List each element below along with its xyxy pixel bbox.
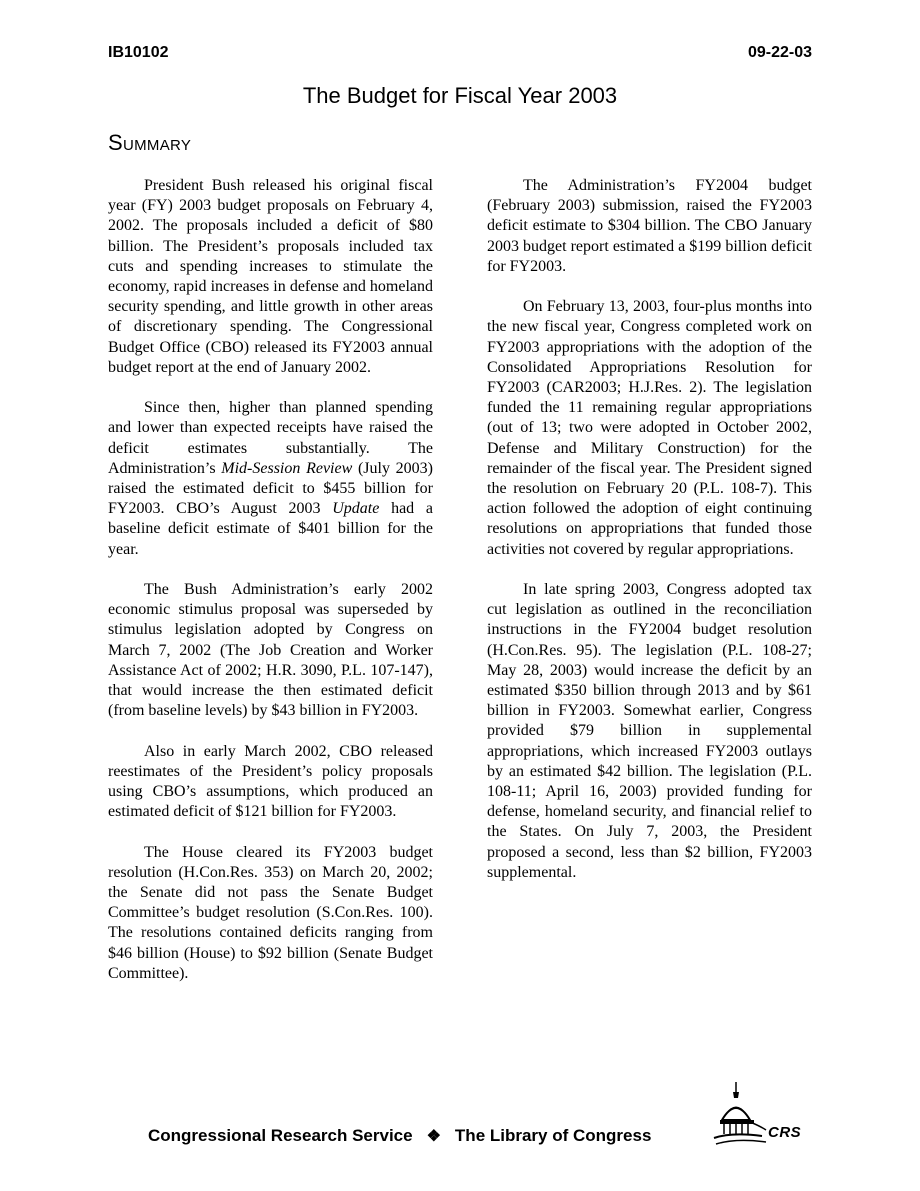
left-column (108, 176, 433, 1004)
right-column (487, 176, 812, 903)
paragraph-text: President Bush released his original fiscal year (FY) 2003 budget proposals on February 4, 2002. The proposals included a deficit of $80 billion. The President’s proposals included tax cuts and spending increases to stimulate the economy, rapid increases in defense and homeland security spending, and little growth in other areas of discretionary spending. The Congressional Budget Office (CBO) released its FY2003 annual budget report at the end of January 2002. (108, 177, 433, 376)
paragraph (487, 297, 812, 560)
paragraph (108, 398, 433, 560)
footer (148, 1126, 651, 1146)
paragraph (487, 580, 812, 883)
paragraph (108, 843, 433, 984)
footer-publisher: Congressional Research Service (148, 1126, 413, 1145)
paragraph-text: (July 2003) raised the estimated deficit to $455 billion for FY2003. CBO’s August 2003 (108, 459, 433, 518)
paragraph-text: On February 13, 2003, four-plus months into the new fiscal year, Congress completed work on FY2003 appropriations with the adoption of the Consolidated Appropriations Resolution for FY2003 (CAR2003; H.J.Res. 2). The legislation funded the 11 remaining regular appropriations (out of 13; two were adopted in October 2002, Defense and Military Construction) for the remainder of the fiscal year. The President signed the resolution on February 20 (P.L. 108-7). This action followed the adoption of eight continuing resolutions on appropriations that funded those activities not covered by regular appropriations. (487, 298, 812, 558)
paragraph (108, 580, 433, 721)
crs-logo-text: CRS (768, 1124, 802, 1141)
page-title: The Budget for Fiscal Year 2003 (302, 83, 618, 108)
paragraph (108, 176, 433, 378)
section-heading: Summary (108, 130, 192, 155)
paragraph (108, 742, 433, 823)
document-id: IB10102 (108, 44, 169, 61)
italic-title: Update (332, 500, 380, 518)
paragraph-text: In late spring 2003, Congress adopted tax cut legislation as outlined in the reconciliation instructions in the FY2004 budget resolution (H.Con.Res. 95). The legislation (P.L. 108-27; May 28, 2003) would increase the deficit by an estimated $350 billion through 2013 and by $61 billion in FY2003. Somewhat earlier, Congress provided $79 billion in supplemental appropriations, which increased FY2003 outlays by an estimated $42 billion. The legislation (P.L. 108-11; April 16, 2003) provided funding for defense, homeland security, and financial relief to the States. On July 7, 2003, the President proposed a second, less than $2 billion, FY2003 supplemental. (487, 581, 812, 881)
paragraph-text: had a baseline deficit estimate of $401 billion for the year. (108, 500, 433, 558)
footer-library: The Library of Congress (454, 1126, 652, 1145)
paragraph (487, 176, 812, 277)
paragraph-text: Also in early March 2002, CBO released reestimates of the President’s policy proposals using CBO’s assumptions, which produced an estimated deficit of $121 billion for FY2003. (108, 742, 433, 821)
italic-title: Mid-Session Review (221, 459, 353, 477)
paragraph-text: The House cleared its FY2003 budget resolution (H.Con.Res. 353) on March 20, 2002; the Senate did not pass the Senate Budget Committee’s budget resolution (S.Con.Res. 100). The resolutions contained deficits ranging from $46 billion (House) to $92 billion (Senate Budget Committee). (108, 843, 433, 982)
paragraph-text: The Bush Administration’s early 2002 economic stimulus proposal was superseded by stimulus legislation adopted by Congress on March 7, 2002 (The Job Creation and Worker Assistance Act of 2002; H.R. 3090, P.L. 107-147), that would increase the then estimated deficit (from baseline levels) by $43 billion in FY2003. (108, 581, 433, 720)
footer-separator: ❖ (426, 1128, 441, 1145)
document-date: 09-22-03 (747, 44, 812, 61)
paragraph-text: Since then, higher than planned spending and lower than expected receipts have raised the deficit estimates substantially. The Administration’s (108, 399, 433, 477)
paragraph-text: The Administration’s FY2004 budget (February 2003) submission, raised the FY2003 deficit estimate to $304 billion. The CBO January 2003 budget report estimated a $199 billion deficit for FY2003. (487, 177, 812, 275)
